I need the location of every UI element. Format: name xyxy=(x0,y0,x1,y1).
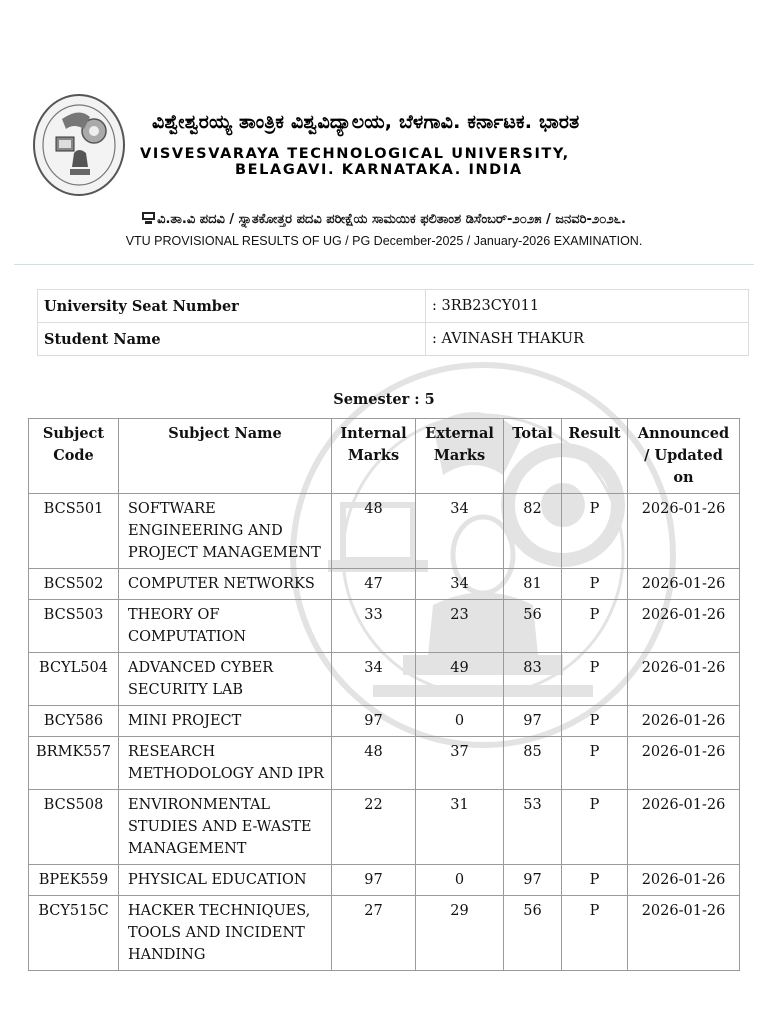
table-row xyxy=(29,494,740,569)
announced-date: 2026-01-26 xyxy=(628,790,740,865)
table-row xyxy=(29,706,740,737)
announced-date: 2026-01-26 xyxy=(628,896,740,971)
announced-date: 2026-01-26 xyxy=(628,600,740,653)
col-subject-code: Subject Code xyxy=(29,419,119,494)
external-marks: 0 xyxy=(416,865,504,896)
internal-marks: 48 xyxy=(332,494,416,569)
total-marks: 82 xyxy=(504,494,562,569)
result-status: P xyxy=(562,865,628,896)
result-status: P xyxy=(562,569,628,600)
announced-date: 2026-01-26 xyxy=(628,706,740,737)
col-announced: Announced / Updated on xyxy=(628,419,740,494)
results-table xyxy=(28,418,740,971)
external-marks: 34 xyxy=(416,569,504,600)
exam-title-kannada xyxy=(0,212,768,227)
exam-title-english: VTU PROVISIONAL RESULTS OF UG / PG December-2025 / January-2026 EXAMINATION. xyxy=(125,234,643,248)
external-marks: 31 xyxy=(416,790,504,865)
result-status: P xyxy=(562,706,628,737)
external-marks: 0 xyxy=(416,706,504,737)
university-logo xyxy=(32,93,126,197)
computer-icon xyxy=(142,212,155,224)
total-marks: 85 xyxy=(504,737,562,790)
university-name-english: VISVESVARAYA TECHNOLOGICAL UNIVERSITY, xyxy=(140,146,570,162)
student-name-row xyxy=(38,323,749,356)
subject-code: BCS502 xyxy=(29,569,119,600)
subject-name: HACKER TECHNIQUES, TOOLS AND INCIDENT HANDING xyxy=(119,896,332,971)
external-marks: 49 xyxy=(416,653,504,706)
external-marks: 37 xyxy=(416,737,504,790)
subject-code: BCS501 xyxy=(29,494,119,569)
subject-name: SOFTWARE ENGINEERING AND PROJECT MANAGEMENT xyxy=(119,494,332,569)
external-marks: 34 xyxy=(416,494,504,569)
table-row xyxy=(29,569,740,600)
internal-marks: 27 xyxy=(332,896,416,971)
subject-name: RESEARCH METHODOLOGY AND IPR xyxy=(119,737,332,790)
student-name-label: Student Name xyxy=(38,323,426,356)
student-name-value: : AVINASH THAKUR xyxy=(426,323,749,356)
subject-code: BCS508 xyxy=(29,790,119,865)
result-status: P xyxy=(562,653,628,706)
subject-name: THEORY OF COMPUTATION xyxy=(119,600,332,653)
announced-date: 2026-01-26 xyxy=(628,653,740,706)
table-row xyxy=(29,653,740,706)
subject-code: BCYL504 xyxy=(29,653,119,706)
subject-code: BCY515C xyxy=(29,896,119,971)
usn-label: University Seat Number xyxy=(38,290,426,323)
col-internal-marks: Internal Marks xyxy=(332,419,416,494)
announced-date: 2026-01-26 xyxy=(628,737,740,790)
header-divider xyxy=(14,264,754,265)
results-header-row xyxy=(29,419,740,494)
table-row xyxy=(29,737,740,790)
total-marks: 56 xyxy=(504,600,562,653)
result-status: P xyxy=(562,600,628,653)
university-location: BELAGAVI. KARNATAKA. INDIA xyxy=(235,162,523,178)
total-marks: 97 xyxy=(504,865,562,896)
col-result: Result xyxy=(562,419,628,494)
external-marks: 29 xyxy=(416,896,504,971)
subject-name: ADVANCED CYBER SECURITY LAB xyxy=(119,653,332,706)
total-marks: 81 xyxy=(504,569,562,600)
subject-name: PHYSICAL EDUCATION xyxy=(119,865,332,896)
subject-name: MINI PROJECT xyxy=(119,706,332,737)
total-marks: 56 xyxy=(504,896,562,971)
subject-code: BCY586 xyxy=(29,706,119,737)
result-status: P xyxy=(562,737,628,790)
internal-marks: 33 xyxy=(332,600,416,653)
total-marks: 53 xyxy=(504,790,562,865)
internal-marks: 48 xyxy=(332,737,416,790)
results-body xyxy=(29,494,740,971)
table-row xyxy=(29,896,740,971)
university-name-kannada: ವಿಶ್ವೇಶ್ವರಯ್ಯ ತಾಂತ್ರಿಕ ವಿಶ್ವವಿದ್ಯಾಲಯ, ಬೆಳಗಾವಿ. ಕರ್ನಾಟಕ. ಭಾರತ xyxy=(152,111,580,133)
subject-code: BRMK557 xyxy=(29,737,119,790)
result-status: P xyxy=(562,494,628,569)
usn-value: : 3RB23CY011 xyxy=(426,290,749,323)
announced-date: 2026-01-26 xyxy=(628,865,740,896)
col-subject-name: Subject Name xyxy=(119,419,332,494)
table-row xyxy=(29,790,740,865)
subject-name: COMPUTER NETWORKS xyxy=(119,569,332,600)
col-total: Total xyxy=(504,419,562,494)
internal-marks: 47 xyxy=(332,569,416,600)
internal-marks: 97 xyxy=(332,865,416,896)
total-marks: 97 xyxy=(504,706,562,737)
external-marks: 23 xyxy=(416,600,504,653)
subject-name: ENVIRONMENTAL STUDIES AND E-WASTE MANAGEMENT xyxy=(119,790,332,865)
internal-marks: 22 xyxy=(332,790,416,865)
page-header xyxy=(0,0,768,262)
student-info-table xyxy=(37,289,749,356)
internal-marks: 97 xyxy=(332,706,416,737)
result-status: P xyxy=(562,790,628,865)
total-marks: 83 xyxy=(504,653,562,706)
usn-row xyxy=(38,290,749,323)
announced-date: 2026-01-26 xyxy=(628,569,740,600)
internal-marks: 34 xyxy=(332,653,416,706)
col-external-marks: External Marks xyxy=(416,419,504,494)
table-row xyxy=(29,600,740,653)
semester-heading: Semester : 5 xyxy=(333,391,435,408)
subject-code: BCS503 xyxy=(29,600,119,653)
exam-title-kannada-text: ವಿ.ತಾ.ವಿ ಪದವಿ / ಸ್ನಾತಕೋತ್ತರ ಪದವಿ ಪರೀಕ್ಷೆಯ ಸಾಮಯಿಕ ಫಲಿತಾಂಶ ಡಿಸೆಂಬರ್-೨೦೨೫ / ಜನವರಿ-೨೦೨೬. xyxy=(157,212,626,227)
table-row xyxy=(29,865,740,896)
announced-date: 2026-01-26 xyxy=(628,494,740,569)
subject-code: BPEK559 xyxy=(29,865,119,896)
result-status: P xyxy=(562,896,628,971)
